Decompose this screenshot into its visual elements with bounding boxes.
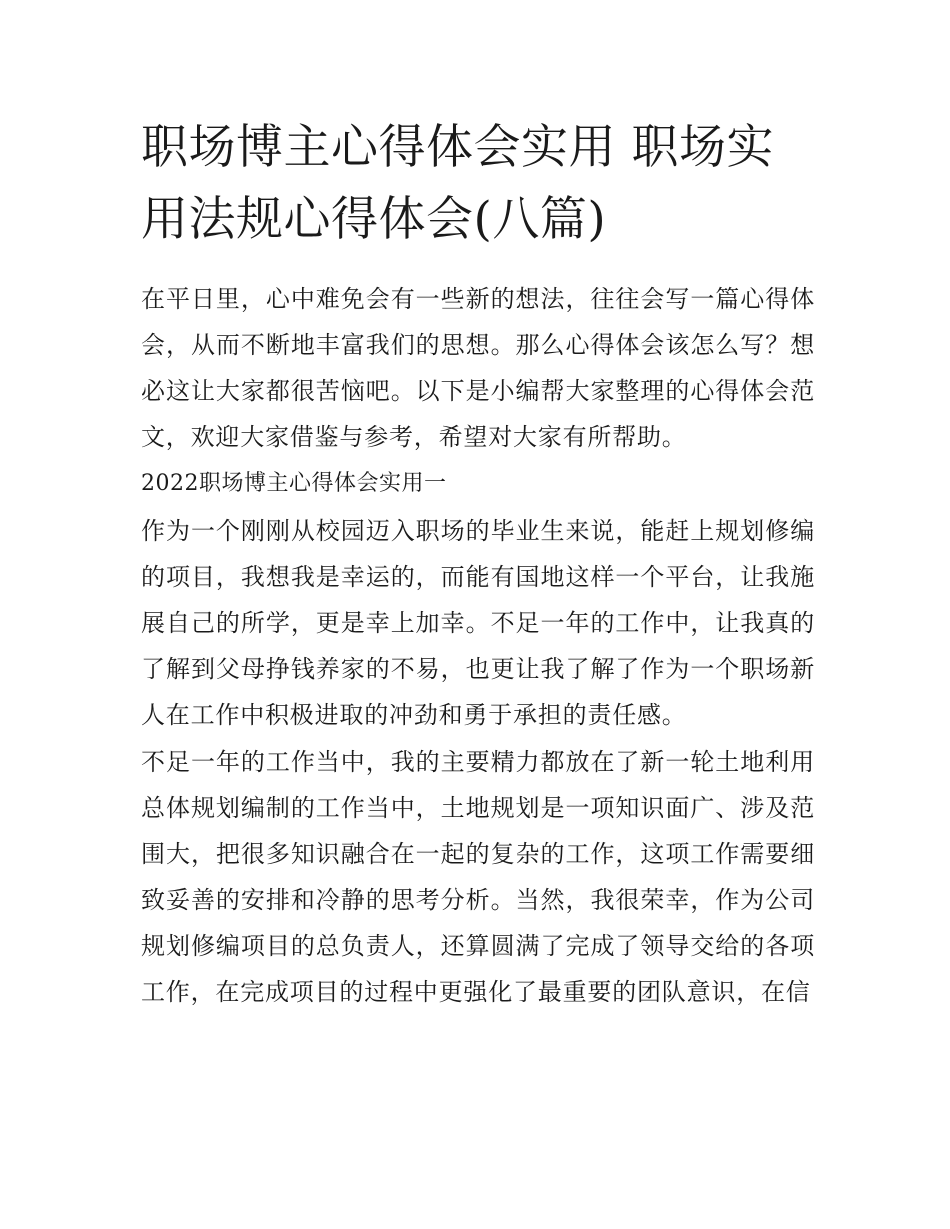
- intro-paragraph: 在平日里，心中难免会有一些新的想法，往往会写一篇心得体会，从而不断地丰富我们的思想。那么心得体会该怎么写？想必这让大家都很苦恼吧。以下是小编帮大家整理的心得体会范文，欢迎大家借鉴与参考，希望对大家有所帮助。: [141, 285, 815, 451]
- document-body: [141, 112, 815, 1015]
- body-paragraph: 不足一年的工作当中，我的主要精力都放在了新一轮土地利用总体规划编制的工作当中，土地规划是一项知识面广、涉及范围大，把很多知识融合在一起的复杂的工作，这项工作需要细致妥善的安排和冷静的思考分析。当然，我很荣幸，作为公司规划修编项目的总负责人，还算圆满了完成了领导交给的各项工作，在完成项目的过程中更强化了最重要的团队意识，在信: [141, 748, 815, 1006]
- body-paragraph: 作为一个刚刚从校园迈入职场的毕业生来说，能赶上规划修编的项目，我想我是幸运的，而能有国地这样一个平台，让我施展自己的所学，更是幸上加幸。不足一年的工作中，让我真的了解到父母挣钱养家的不易，也更让我了解了作为一个职场新人在工作中积极进取的冲劲和勇于承担的责任感。: [141, 517, 815, 729]
- section-heading: 2022职场博主心得体会实用一: [141, 471, 447, 496]
- document-title: 职场博主心得体会实用 职场实用法规心得体会(八篇): [141, 120, 774, 247]
